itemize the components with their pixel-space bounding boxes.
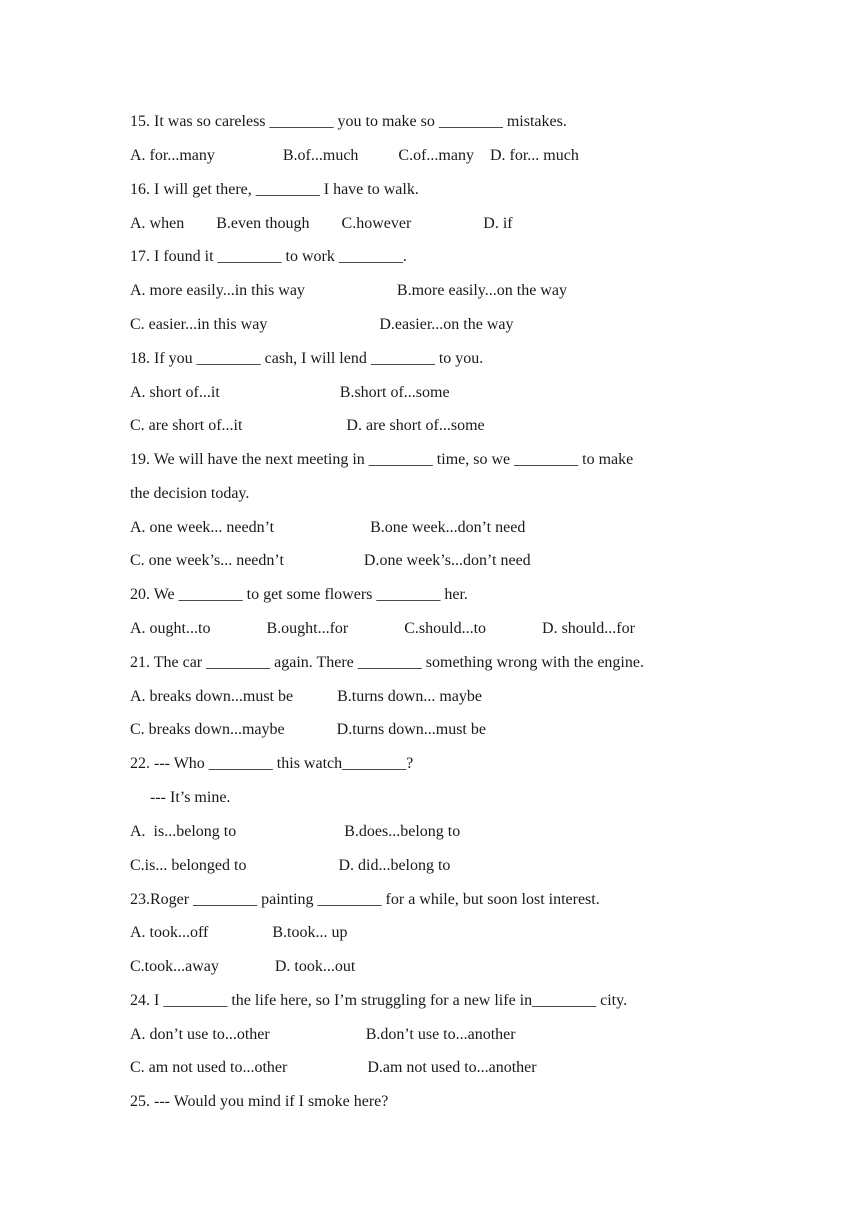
options-17-cd: C. easier...in this way D.easier...on the way — [130, 316, 514, 333]
question-25: 25. --- Would you mind if I smoke here? — [130, 1093, 389, 1110]
options-15: A. for...many B.of...much C.of...many D. for... much — [130, 147, 579, 164]
options-20: A. ought...to B.ought...for C.should...to D. should...for — [130, 620, 635, 637]
options-17-ab: A. more easily...in this way B.more easily...on the way — [130, 282, 567, 299]
options-23-cd: C.took...away D. took...out — [130, 958, 356, 975]
options-23-ab: A. took...off B.took... up — [130, 924, 348, 941]
question-18: 18. If you ________ cash, I will lend ________ to you. — [130, 350, 484, 367]
options-22-ab: A. is...belong to B.does...belong to — [130, 823, 461, 840]
question-19: 19. We will have the next meeting in ________ time, so we ________ to make — [130, 451, 634, 468]
question-15: 15. It was so careless ________ you to make so ________ mistakes. — [130, 113, 567, 130]
options-18-ab: A. short of...it B.short of...some — [130, 384, 450, 401]
question-17: 17. I found it ________ to work ________. — [130, 248, 407, 265]
options-19-ab: A. one week... needn’t B.one week...don’t need — [130, 519, 526, 536]
options-16: A. when B.even though C.however D. if — [130, 215, 513, 232]
question-23: 23.Roger ________ painting ________ for a while, but soon lost interest. — [130, 891, 600, 908]
options-24-cd: C. am not used to...other D.am not used to...another — [130, 1059, 537, 1076]
options-22-cd: C.is... belonged to D. did...belong to — [130, 857, 451, 874]
options-18-cd: C. are short of...it D. are short of...some — [130, 417, 485, 434]
question-22-reply: --- It’s mine. — [130, 789, 231, 806]
question-22: 22. --- Who ________ this watch________? — [130, 755, 414, 772]
options-24-ab: A. don’t use to...other B.don’t use to...another — [130, 1026, 516, 1043]
question-24: 24. I ________ the life here, so I’m struggling for a new life in________ city. — [130, 992, 628, 1009]
question-16: 16. I will get there, ________ I have to walk. — [130, 181, 419, 198]
options-19-cd: C. one week’s... needn’t D.one week’s...don’t need — [130, 552, 531, 569]
question-21: 21. The car ________ again. There ________ something wrong with the engine. — [130, 654, 644, 671]
options-21-ab: A. breaks down...must be B.turns down... maybe — [130, 688, 482, 705]
question-19-cont: the decision today. — [130, 485, 250, 502]
options-21-cd: C. breaks down...maybe D.turns down...must be — [130, 721, 486, 738]
question-20: 20. We ________ to get some flowers ________ her. — [130, 586, 468, 603]
